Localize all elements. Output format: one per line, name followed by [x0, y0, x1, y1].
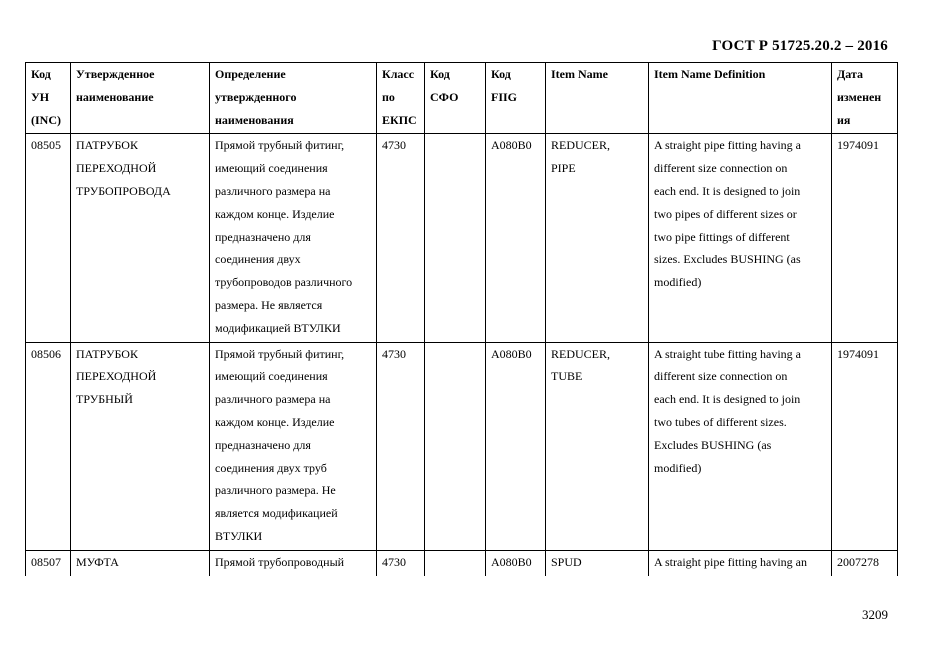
table-row — [26, 550, 898, 575]
cell-sfo — [425, 134, 486, 342]
cell-definition-ru: Прямой трубный фитинг, имеющий соединения различного размера на каждом конце. Изделие предназначено для соединения двух труб различного размера. Не является модификацией ВТУЛКИ — [210, 342, 377, 550]
cell-date: 2007278 — [832, 550, 898, 575]
cell-class: 4730 — [377, 342, 425, 550]
header-date: Дата изменен ия — [832, 63, 898, 134]
document-header: ГОСТ Р 51725.20.2 – 2016 — [712, 38, 888, 54]
header-item-name: Item Name — [546, 63, 649, 134]
cell-approved-name: МУФТА — [71, 550, 210, 575]
cell-inc: 08506 — [26, 342, 71, 550]
cell-item-name: SPUD — [546, 550, 649, 575]
cell-sfo — [425, 342, 486, 550]
table-header-row — [26, 63, 898, 134]
cell-definition-ru: Прямой трубопроводный — [210, 550, 377, 575]
cell-date: 1974091 — [832, 342, 898, 550]
cell-fiig: A080B0 — [486, 342, 546, 550]
table-row — [26, 134, 898, 342]
header-approved-name: Утвержденное наименование — [71, 63, 210, 134]
cell-definition-en: A straight tube fitting having a different size connection on each end. It is designed to join two tubes of different sizes. Excludes BUSHING (as modified) — [649, 342, 832, 550]
cell-definition-en: A straight pipe fitting having an — [649, 550, 832, 575]
cell-inc: 08507 — [26, 550, 71, 575]
header-definition-ru: Определение утвержденного наименования — [210, 63, 377, 134]
table-row — [26, 342, 898, 550]
cell-class: 4730 — [377, 550, 425, 575]
cell-date: 1974091 — [832, 134, 898, 342]
cell-sfo — [425, 550, 486, 575]
cell-item-name: REDUCER, PIPE — [546, 134, 649, 342]
header-definition-en: Item Name Definition — [649, 63, 832, 134]
header-fiig: Код FIIG — [486, 63, 546, 134]
cell-approved-name: ПАТРУБОК ПЕРЕХОДНОЙ ТРУБОПРОВОДА — [71, 134, 210, 342]
cell-class: 4730 — [377, 134, 425, 342]
page-number: 3209 — [862, 607, 888, 622]
cell-fiig: A080B0 — [486, 134, 546, 342]
cell-item-name: REDUCER, TUBE — [546, 342, 649, 550]
header-class: Класс по ЕКПС — [377, 63, 425, 134]
header-inc: Код УН (INC) — [26, 63, 71, 134]
cell-fiig: A080B0 — [486, 550, 546, 575]
cell-definition-en: A straight pipe fitting having a different size connection on each end. It is designed to join two pipes of different sizes or two pipe fittings of different sizes. Excludes BUSHING (as modified) — [649, 134, 832, 342]
cell-approved-name: ПАТРУБОК ПЕРЕХОДНОЙ ТРУБНЫЙ — [71, 342, 210, 550]
cell-inc: 08505 — [26, 134, 71, 342]
cell-definition-ru: Прямой трубный фитинг, имеющий соединения различного размера на каждом конце. Изделие предназначено для соединения двух трубопроводов различного размера. Не является модификацией ВТУЛКИ — [210, 134, 377, 342]
header-sfo: Код СФО — [425, 63, 486, 134]
catalog-table — [25, 62, 898, 576]
